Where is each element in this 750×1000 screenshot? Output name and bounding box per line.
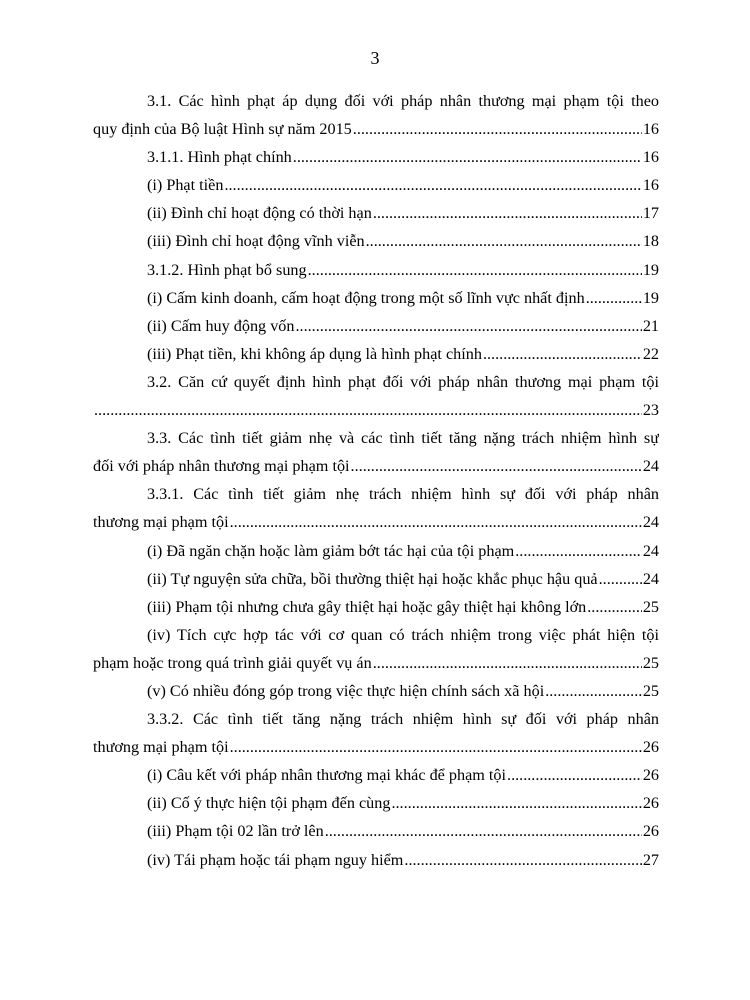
toc-entry[interactable] [93,621,659,677]
toc-page-number: 24 [642,569,659,588]
leader-dots [373,649,642,677]
leader-dots [587,593,642,621]
toc-entry[interactable] [93,340,659,368]
toc-entry-text: (i) Phạt tiền [147,176,224,195]
leader-dots [366,227,642,255]
toc-entry[interactable] [93,565,659,593]
toc-entry-text: (iii) Phạt tiền, khi không áp dụng là hình phạt chính [147,344,482,363]
leader-dots [599,565,642,593]
toc-entry-text: (v) Có nhiều đóng góp trong việc thực hiện chính sách xã hội [147,681,545,700]
toc-entry[interactable] [93,677,659,705]
toc-page-number: 19 [642,260,659,279]
toc-page-number: 16 [642,176,659,195]
toc-entry[interactable] [93,789,659,817]
toc-entry-text: (ii) Tự nguyện sửa chữa, bồi thường thiệt hại hoặc khắc phục hậu quả [147,569,598,588]
toc-entry[interactable] [93,593,659,621]
toc-page-number: 26 [642,822,659,841]
toc-entry-text: 3.2. Căn cứ quyết định hình phạt đối với pháp nhân thương mại phạm tội [147,372,659,391]
toc-entry-text: 3.1.2. Hình phạt bổ sung [147,260,307,279]
toc-entry-text: (iv) Tái phạm hoặc tái phạm nguy hiểm [147,850,404,869]
leader-dots [308,256,642,284]
toc-entry-text: (iii) Phạm tội nhưng chưa gây thiệt hại hoặc gây thiệt hại không lớn [147,597,587,616]
toc-page-number: 26 [642,766,659,785]
toc-entry-text: đối với pháp nhân thương mại phạm tội [93,457,350,476]
toc-page-number: 18 [642,232,659,251]
table-of-contents [93,87,659,874]
toc-entry-text: phạm hoặc trong quá trình giải quyết vụ án [93,653,372,672]
leader-dots [373,199,642,227]
toc-entry[interactable] [93,199,659,227]
toc-entry[interactable] [93,87,659,143]
leader-dots [545,677,642,705]
toc-entry-text: (iii) Đình chỉ hoạt động vĩnh viễn [147,232,365,251]
toc-page-number: 26 [642,738,659,757]
leader-dots [353,115,642,143]
leader-dots [94,396,642,424]
toc-entry-text: 3.3.1. Các tình tiết giảm nhẹ trách nhiệm hình sự đối với pháp nhân [147,485,659,504]
leader-dots [325,817,642,845]
toc-entry[interactable] [93,705,659,761]
leader-dots [507,761,642,789]
toc-page-number: 24 [642,457,659,476]
toc-page-number: 19 [642,288,659,307]
page-number: 3 [370,48,380,68]
toc-page-number: 23 [642,401,659,420]
toc-entry-text: 3.3. Các tình tiết giảm nhẹ và các tình tiết tăng nặng trách nhiệm hình sự [147,429,659,448]
toc-page-number: 17 [642,204,659,223]
toc-entry-text: 3.1.1. Hình phạt chính [147,148,292,167]
toc-entry[interactable] [93,143,659,171]
toc-entry[interactable] [93,368,659,424]
toc-entry[interactable] [93,312,659,340]
toc-entry[interactable] [93,846,659,874]
leader-dots [295,312,641,340]
toc-entry[interactable] [93,480,659,536]
toc-entry[interactable] [93,284,659,312]
toc-entry[interactable] [93,817,659,845]
toc-page-number: 27 [642,850,659,869]
toc-entry-text: thương mại phạm tội [93,738,229,757]
leader-dots [586,284,642,312]
leader-dots [515,537,642,565]
toc-entry[interactable] [93,424,659,480]
toc-page-number: 25 [642,681,659,700]
leader-dots [293,143,642,171]
leader-dots [230,733,642,761]
leader-dots [483,340,642,368]
toc-page-number: 16 [642,120,659,139]
toc-page-number: 24 [642,541,659,560]
toc-page-number: 21 [642,316,659,335]
toc-page-number: 25 [642,597,659,616]
toc-entry-text: (i) Câu kết với pháp nhân thương mại khác để phạm tội [147,766,507,785]
leader-dots [230,508,642,536]
leader-dots [404,846,641,874]
toc-entry-text: (iv) Tích cực hợp tác với cơ quan có trách nhiệm trong việc phát hiện tội [147,625,659,644]
toc-page-number: 22 [642,344,659,363]
toc-entry-text: thương mại phạm tội [93,513,229,532]
leader-dots [351,452,642,480]
toc-entry[interactable] [93,537,659,565]
toc-entry[interactable] [93,256,659,284]
toc-entry[interactable] [93,761,659,789]
toc-page-number: 25 [642,653,659,672]
toc-page-number: 26 [642,794,659,813]
toc-entry-text: (ii) Đình chỉ hoạt động có thời hạn [147,204,372,223]
toc-page-number: 16 [642,148,659,167]
toc-entry-text: (i) Cấm kinh doanh, cấm hoạt động trong một số lĩnh vực nhất định [147,288,585,307]
toc-entry-text: 3.1. Các hình phạt áp dụng đối với pháp nhân thương mại phạm tội theo [147,92,659,110]
toc-page-number: 24 [642,513,659,532]
leader-dots [391,789,641,817]
toc-entry-text: 3.3.2. Các tình tiết tăng nặng trách nhiệm hình sự đối với pháp nhân [147,710,659,729]
toc-entry-text: (i) Đã ngăn chặn hoặc làm giảm bớt tác hại của tội phạm [147,541,515,560]
leader-dots [224,171,641,199]
toc-entry[interactable] [93,171,659,199]
toc-entry-text: quy định của Bộ luật Hình sự năm 2015 [93,120,352,139]
toc-entry-text: (ii) Cấm huy động vốn [147,316,295,335]
toc-entry-text: (ii) Cố ý thực hiện tội phạm đến cùng [147,794,391,813]
toc-entry[interactable] [93,227,659,255]
toc-entry-text: (iii) Phạm tội 02 lần trở lên [147,822,324,841]
